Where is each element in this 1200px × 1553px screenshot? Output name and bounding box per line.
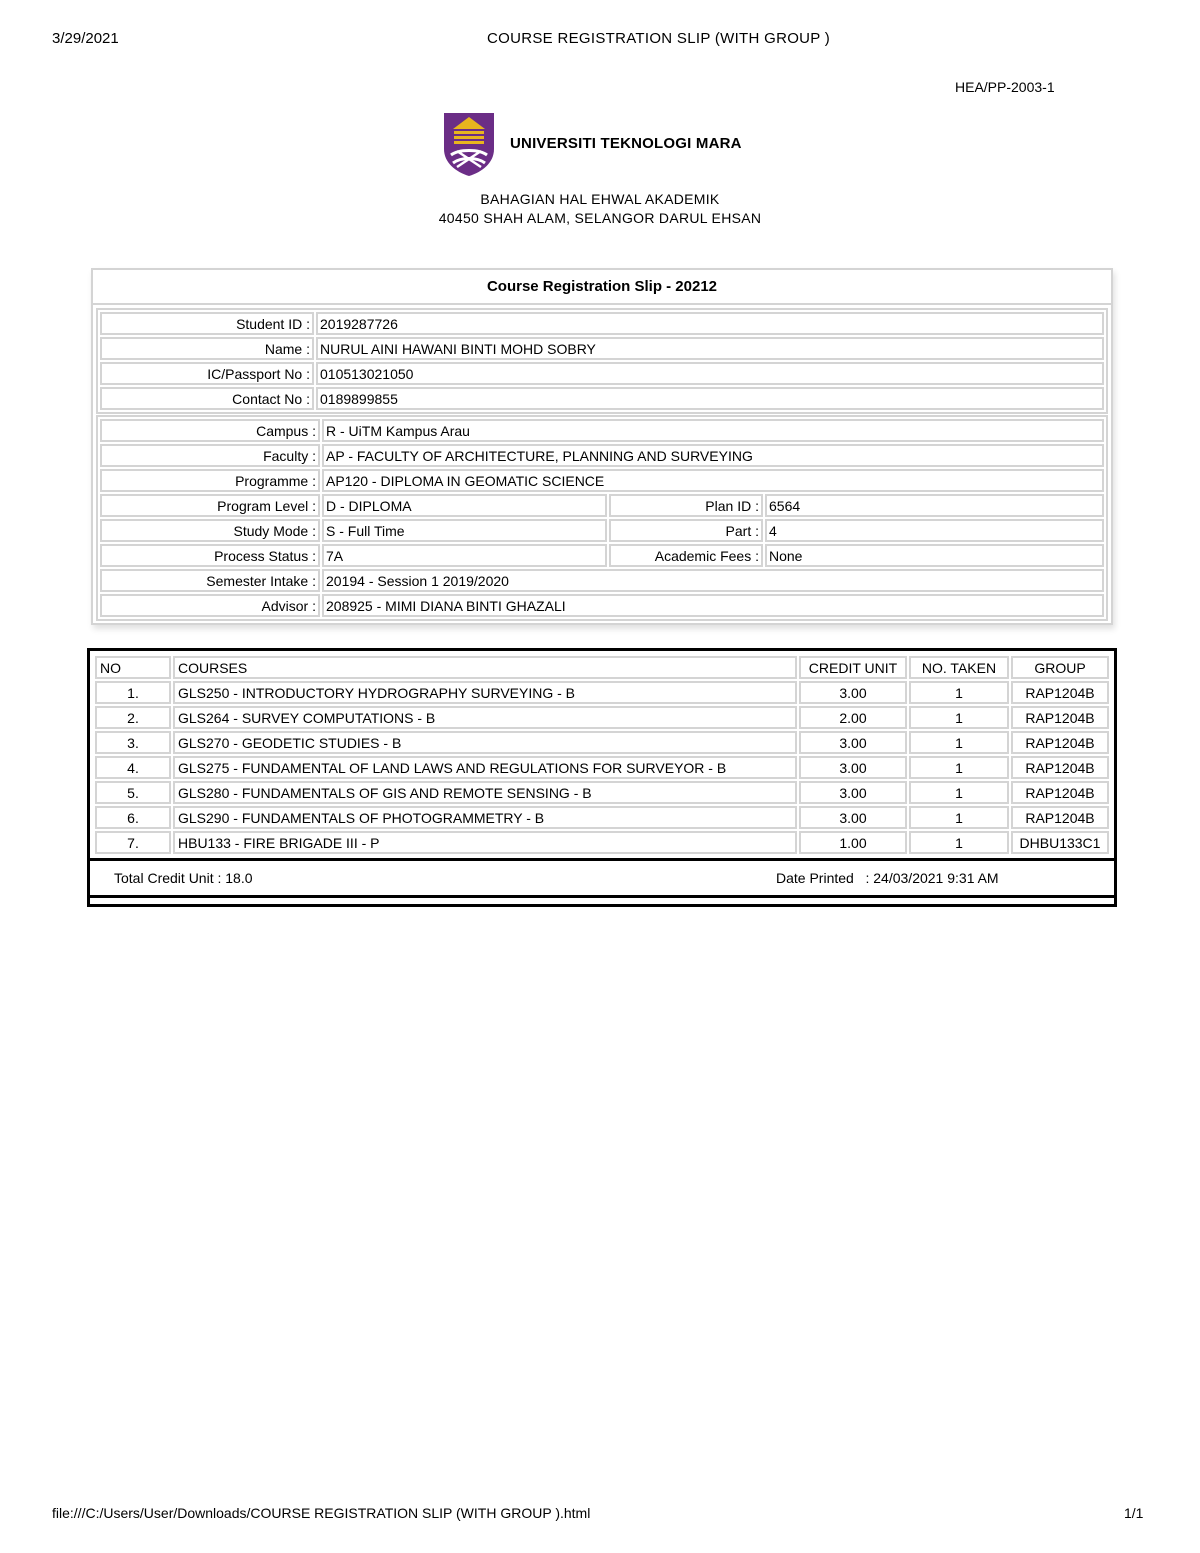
document-reference: HEA/PP-2003-1 [955, 79, 1055, 95]
course-group: DHBU133C1 [1011, 831, 1109, 854]
registration-info-panel [91, 268, 1113, 625]
faculty-label: Faculty : [100, 444, 320, 467]
course-credit: 3.00 [799, 781, 907, 804]
program-level-value: D - DIPLOMA [322, 494, 607, 517]
name-value: NURUL AINI HAWANI BINTI MOHD SOBRY [316, 337, 1104, 360]
process-status-label: Process Status : [100, 544, 320, 567]
part-label: Part : [609, 519, 763, 542]
campus-label: Campus : [100, 419, 320, 442]
study-mode-label: Study Mode : [100, 519, 320, 542]
header-no-taken: NO. TAKEN [909, 656, 1009, 679]
contact-row [100, 387, 1104, 410]
plan-id-value: 6564 [765, 494, 1104, 517]
table-row [95, 806, 1109, 829]
academic-fees-value: None [765, 544, 1104, 567]
header-courses: COURSES [173, 656, 797, 679]
university-crest-logo [441, 111, 497, 177]
course-group: RAP1204B [1011, 756, 1109, 779]
course-taken: 1 [909, 806, 1009, 829]
study-mode-value: S - Full Time [322, 519, 607, 542]
plan-id-label: Plan ID : [609, 494, 763, 517]
course-taken: 1 [909, 731, 1009, 754]
department-address: 40450 SHAH ALAM, SELANGOR DARUL EHSAN [438, 210, 762, 226]
course-taken: 1 [909, 756, 1009, 779]
course-name: GLS290 - FUNDAMENTALS OF PHOTOGRAMMETRY - B [173, 806, 797, 829]
course-group: RAP1204B [1011, 681, 1109, 704]
contact-label: Contact No : [100, 387, 314, 410]
course-no: 1. [95, 681, 171, 704]
course-credit: 2.00 [799, 706, 907, 729]
print-page-title: COURSE REGISTRATION SLIP (WITH GROUP ) [487, 30, 831, 47]
header-no: NO [95, 656, 171, 679]
course-group: RAP1204B [1011, 731, 1109, 754]
course-no: 5. [95, 781, 171, 804]
course-credit: 3.00 [799, 756, 907, 779]
semester-intake-value: 20194 - Session 1 2019/2020 [322, 569, 1104, 592]
course-name: HBU133 - FIRE BRIGADE III - P [173, 831, 797, 854]
print-file-path: file:///C:/Users/User/Downloads/COURSE REGISTRATION SLIP (WITH GROUP ).html [52, 1505, 591, 1521]
table-row [95, 831, 1109, 854]
programme-row [100, 469, 1104, 492]
name-row [100, 337, 1104, 360]
course-name: GLS275 - FUNDAMENTAL OF LAND LAWS AND REGULATIONS FOR SURVEYOR - B [173, 756, 797, 779]
academic-fees-label: Academic Fees : [609, 544, 763, 567]
contact-value: 0189899855 [316, 387, 1104, 410]
course-name: GLS270 - GEODETIC STUDIES - B [173, 731, 797, 754]
program-level-label: Program Level : [100, 494, 320, 517]
process-status-value: 7A [322, 544, 607, 567]
course-credit: 3.00 [799, 806, 907, 829]
course-taken: 1 [909, 831, 1009, 854]
header-credit-unit: CREDIT UNIT [799, 656, 907, 679]
course-no: 6. [95, 806, 171, 829]
course-name: GLS280 - FUNDAMENTALS OF GIS AND REMOTE SENSING - B [173, 781, 797, 804]
course-name: GLS264 - SURVEY COMPUTATIONS - B [173, 706, 797, 729]
programme-value: AP120 - DIPLOMA IN GEOMATIC SCIENCE [322, 469, 1104, 492]
course-no: 4. [95, 756, 171, 779]
course-credit: 1.00 [799, 831, 907, 854]
semester-intake-row [100, 569, 1104, 592]
course-taken: 1 [909, 706, 1009, 729]
course-group: RAP1204B [1011, 781, 1109, 804]
course-taken: 1 [909, 781, 1009, 804]
course-list-panel [87, 648, 1117, 907]
table-row [95, 756, 1109, 779]
date-printed: Date Printed : 24/03/2021 9:31 AM [776, 870, 999, 886]
course-credit: 3.00 [799, 731, 907, 754]
ic-passport-value: 010513021050 [316, 362, 1104, 385]
department-name: BAHAGIAN HAL EHWAL AKADEMIK [480, 191, 720, 207]
course-table-header [95, 656, 1109, 679]
study-mode-row [100, 519, 1104, 542]
table-row [95, 781, 1109, 804]
faculty-row [100, 444, 1104, 467]
table-row [95, 681, 1109, 704]
personal-info-table [96, 308, 1108, 414]
process-status-row [100, 544, 1104, 567]
course-no: 3. [95, 731, 171, 754]
program-level-row [100, 494, 1104, 517]
print-page-number: 1/1 [1124, 1505, 1144, 1521]
slip-title: Course Registration Slip - 20212 [93, 270, 1111, 305]
course-name: GLS250 - INTRODUCTORY HYDROGRAPHY SURVEYING - B [173, 681, 797, 704]
programme-label: Programme : [100, 469, 320, 492]
academic-info-table [96, 415, 1108, 621]
course-table [93, 654, 1111, 856]
campus-value: R - UiTM Kampus Arau [322, 419, 1104, 442]
campus-row [100, 419, 1104, 442]
table-row [95, 731, 1109, 754]
advisor-label: Advisor : [100, 594, 320, 617]
course-no: 7. [95, 831, 171, 854]
university-name: UNIVERSITI TEKNOLOGI MARA [510, 135, 742, 152]
ic-passport-label: IC/Passport No : [100, 362, 314, 385]
course-credit: 3.00 [799, 681, 907, 704]
part-value: 4 [765, 519, 1104, 542]
total-credit-unit: Total Credit Unit : 18.0 [114, 870, 253, 886]
semester-intake-label: Semester Intake : [100, 569, 320, 592]
advisor-row [100, 594, 1104, 617]
header-group: GROUP [1011, 656, 1109, 679]
faculty-value: AP - FACULTY OF ARCHITECTURE, PLANNING AND SURVEYING [322, 444, 1104, 467]
course-taken: 1 [909, 681, 1009, 704]
name-label: Name : [100, 337, 314, 360]
course-group: RAP1204B [1011, 806, 1109, 829]
student-id-value: 2019287726 [316, 312, 1104, 335]
print-date: 3/29/2021 [52, 30, 119, 47]
student-id-label: Student ID : [100, 312, 314, 335]
course-group: RAP1204B [1011, 706, 1109, 729]
totals-bar [90, 858, 1114, 898]
advisor-value: 208925 - MIMI DIANA BINTI GHAZALI [322, 594, 1104, 617]
student-id-row [100, 312, 1104, 335]
course-no: 2. [95, 706, 171, 729]
ic-passport-row [100, 362, 1104, 385]
table-row [95, 706, 1109, 729]
